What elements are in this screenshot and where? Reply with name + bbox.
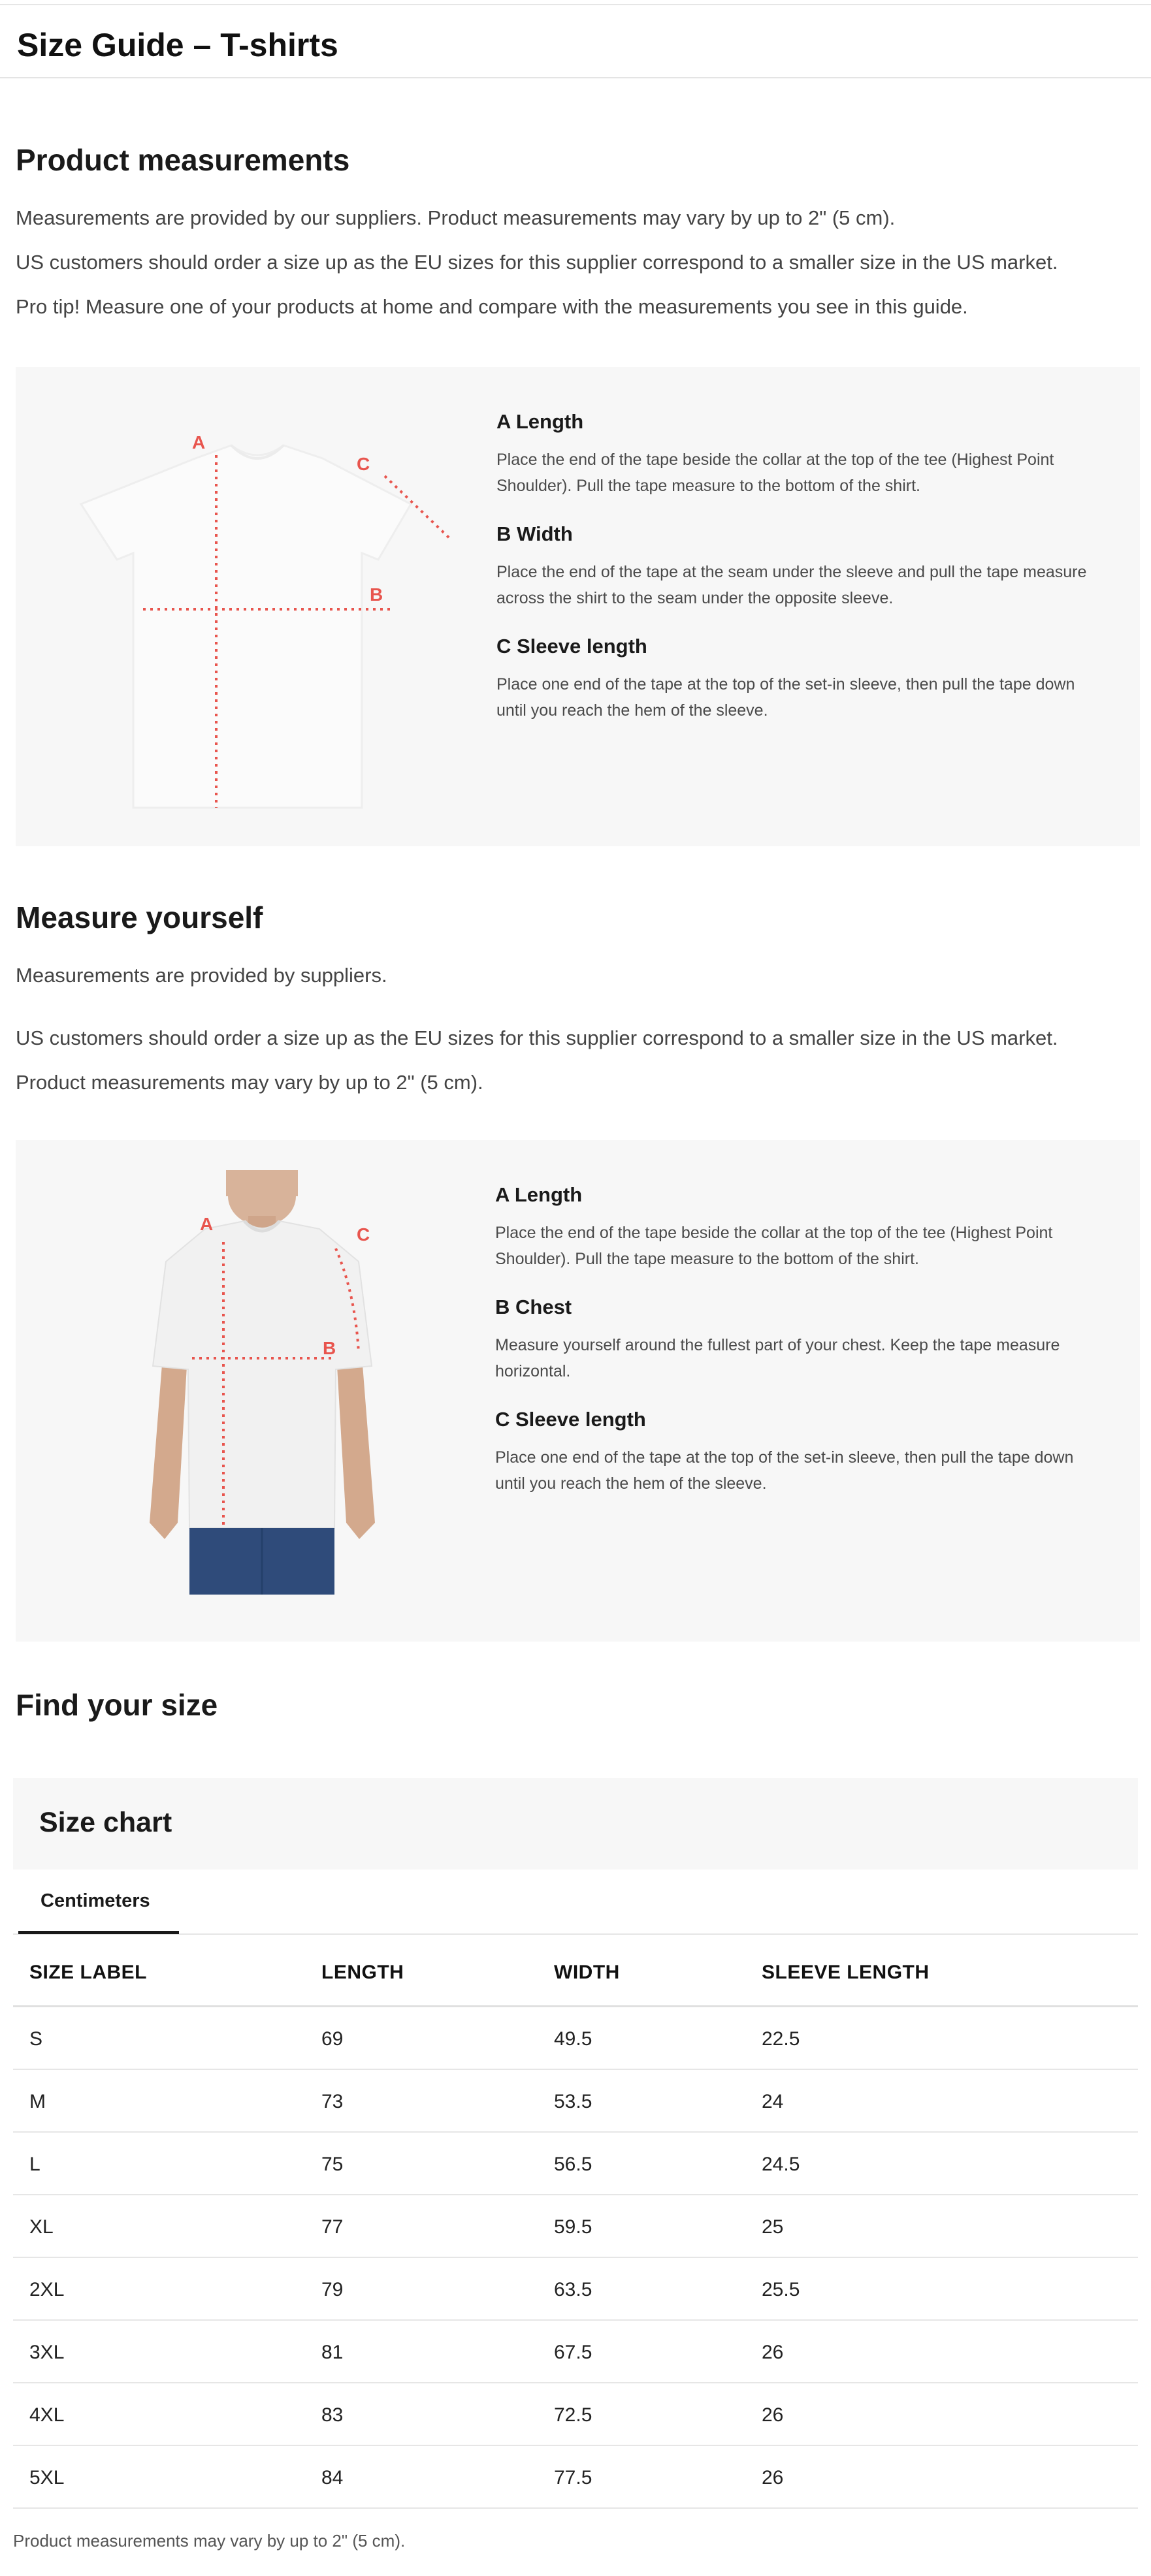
diagram-label-b: B — [323, 1338, 336, 1358]
cell-length: 84 — [321, 2467, 344, 2489]
table-row — [13, 2383, 1138, 2446]
cell-size: M — [29, 2091, 46, 2112]
cell-sleeve-length: 26 — [762, 2342, 784, 2363]
table-row — [13, 2007, 1138, 2070]
measure-yourself-para-3: Product measurements may vary by up to 2" (5 cm). — [16, 1071, 483, 1094]
product-measurements-panel — [16, 367, 1140, 846]
cell-length: 81 — [321, 2342, 344, 2363]
table-row — [13, 2133, 1138, 2195]
measure-item-text: Place one end of the tape at the top of the set-in sleeve, then pull the tape down until you reach the hem of the sleeve. — [495, 1448, 1074, 1493]
measure-item-text: Place one end of the tape at the top of the set-in sleeve, then pull the tape down until you reach the hem of the sleeve. — [496, 675, 1075, 720]
cell-length: 69 — [321, 2028, 344, 2050]
measure-yourself-para-1: Measurements are provided by suppliers. — [16, 964, 387, 987]
cell-size: L — [29, 2154, 41, 2175]
tab-centimeters[interactable] — [18, 1869, 179, 1935]
cell-width: 72.5 — [554, 2404, 592, 2426]
measure-yourself-para-2: US customers should order a size up as the EU sizes for this supplier correspond to a smaller size in the US market. — [16, 1026, 1058, 1049]
unit-tabs — [13, 1869, 1138, 1935]
measure-item-text: Place the end of the tape beside the collar at the top of the tee (Highest Point Shoulder). Pull the tape measure to the bottom of the shirt. — [495, 1224, 1053, 1268]
cell-sleeve-length: 22.5 — [762, 2028, 800, 2050]
cell-sleeve-length: 24 — [762, 2091, 784, 2112]
measure-item-title: A Length — [496, 410, 584, 433]
diagram-label-b: B — [370, 584, 383, 605]
cell-length: 77 — [321, 2216, 344, 2238]
measure-item-title: C Sleeve length — [496, 635, 647, 658]
measure-item-text: Place the end of the tape beside the collar at the top of the tee (Highest Point Shoulder). Pull the tape measure to the bottom of the shirt. — [496, 451, 1054, 495]
cell-length: 83 — [321, 2404, 344, 2426]
column-header-sleeve-length: SLEEVE LENGTH — [762, 1962, 930, 1983]
size-table — [13, 1937, 1138, 2509]
product-measurements-para-1: Measurements are provided by our suppliers. Product measurements may vary by up to 2" (5 cm). — [16, 206, 896, 229]
size-chart-title: Size chart — [39, 1807, 172, 1838]
table-row — [13, 2195, 1138, 2258]
diagram-label-a: A — [192, 432, 206, 453]
table-row — [13, 2446, 1138, 2509]
page-title: Size Guide – T-shirts — [17, 27, 338, 63]
column-header-length: LENGTH — [321, 1962, 404, 1983]
cell-sleeve-length: 25.5 — [762, 2279, 800, 2300]
model-tshirt-diagram — [127, 1170, 414, 1595]
cell-width: 67.5 — [554, 2342, 592, 2363]
product-measurements-heading: Product measurements — [16, 143, 350, 177]
cell-width: 56.5 — [554, 2154, 592, 2175]
table-row — [13, 2321, 1138, 2383]
measure-item-title: B Width — [496, 522, 573, 545]
product-measurements-para-3: Pro tip! Measure one of your products at home and compare with the measurements you see in this guide. — [16, 295, 968, 318]
measure-yourself-heading: Measure yourself — [16, 900, 263, 934]
cell-sleeve-length: 25 — [762, 2216, 784, 2238]
cell-width: 53.5 — [554, 2091, 592, 2112]
active-tab-indicator — [18, 1931, 179, 1934]
cell-size: 2XL — [29, 2279, 65, 2300]
cell-length: 75 — [321, 2154, 344, 2175]
cell-size: S — [29, 2028, 43, 2050]
measure-item-title: C Sleeve length — [495, 1408, 646, 1431]
cell-size: 5XL — [29, 2467, 65, 2489]
cell-size: 4XL — [29, 2404, 65, 2426]
cell-length: 73 — [321, 2091, 344, 2112]
cell-size: 3XL — [29, 2342, 65, 2363]
size-chart-header — [13, 1778, 1138, 1869]
cell-width: 77.5 — [554, 2467, 592, 2489]
diagram-label-c: C — [357, 454, 370, 474]
cell-size: XL — [29, 2216, 54, 2238]
cell-length: 79 — [321, 2279, 344, 2300]
table-footnote: Product measurements may vary by up to 2" (5 cm). — [13, 2531, 406, 2551]
column-header-width: WIDTH — [554, 1962, 620, 1983]
measure-item-title: A Length — [495, 1183, 583, 1206]
tab-label: Centimeters — [41, 1890, 150, 1911]
tshirt-flat-diagram — [55, 393, 486, 811]
page-header — [0, 5, 1151, 78]
cell-width: 49.5 — [554, 2028, 592, 2050]
column-header-size-label: SIZE LABEL — [29, 1962, 148, 1983]
table-row — [13, 2258, 1138, 2321]
measure-item-text: Place the end of the tape at the seam under the sleeve and pull the tape measure across the shirt to the seam under the opposite sleeve. — [496, 563, 1087, 607]
measure-item-title: B Chest — [495, 1296, 572, 1318]
cell-sleeve-length: 26 — [762, 2467, 784, 2489]
table-header — [13, 1937, 1138, 2007]
cell-width: 59.5 — [554, 2216, 592, 2238]
cell-width: 63.5 — [554, 2279, 592, 2300]
diagram-label-c: C — [357, 1224, 370, 1245]
diagram-label-a: A — [200, 1214, 214, 1234]
table-row — [13, 2070, 1138, 2133]
measure-yourself-panel — [16, 1140, 1140, 1642]
cell-sleeve-length: 26 — [762, 2404, 784, 2426]
product-measurements-para-2: US customers should order a size up as the EU sizes for this supplier correspond to a smaller size in the US market. — [16, 251, 1058, 274]
measure-item-text: Measure yourself around the fullest part of your chest. Keep the tape measure horizontal. — [495, 1336, 1060, 1380]
find-size-heading: Find your size — [16, 1688, 218, 1722]
cell-sleeve-length: 24.5 — [762, 2154, 800, 2175]
